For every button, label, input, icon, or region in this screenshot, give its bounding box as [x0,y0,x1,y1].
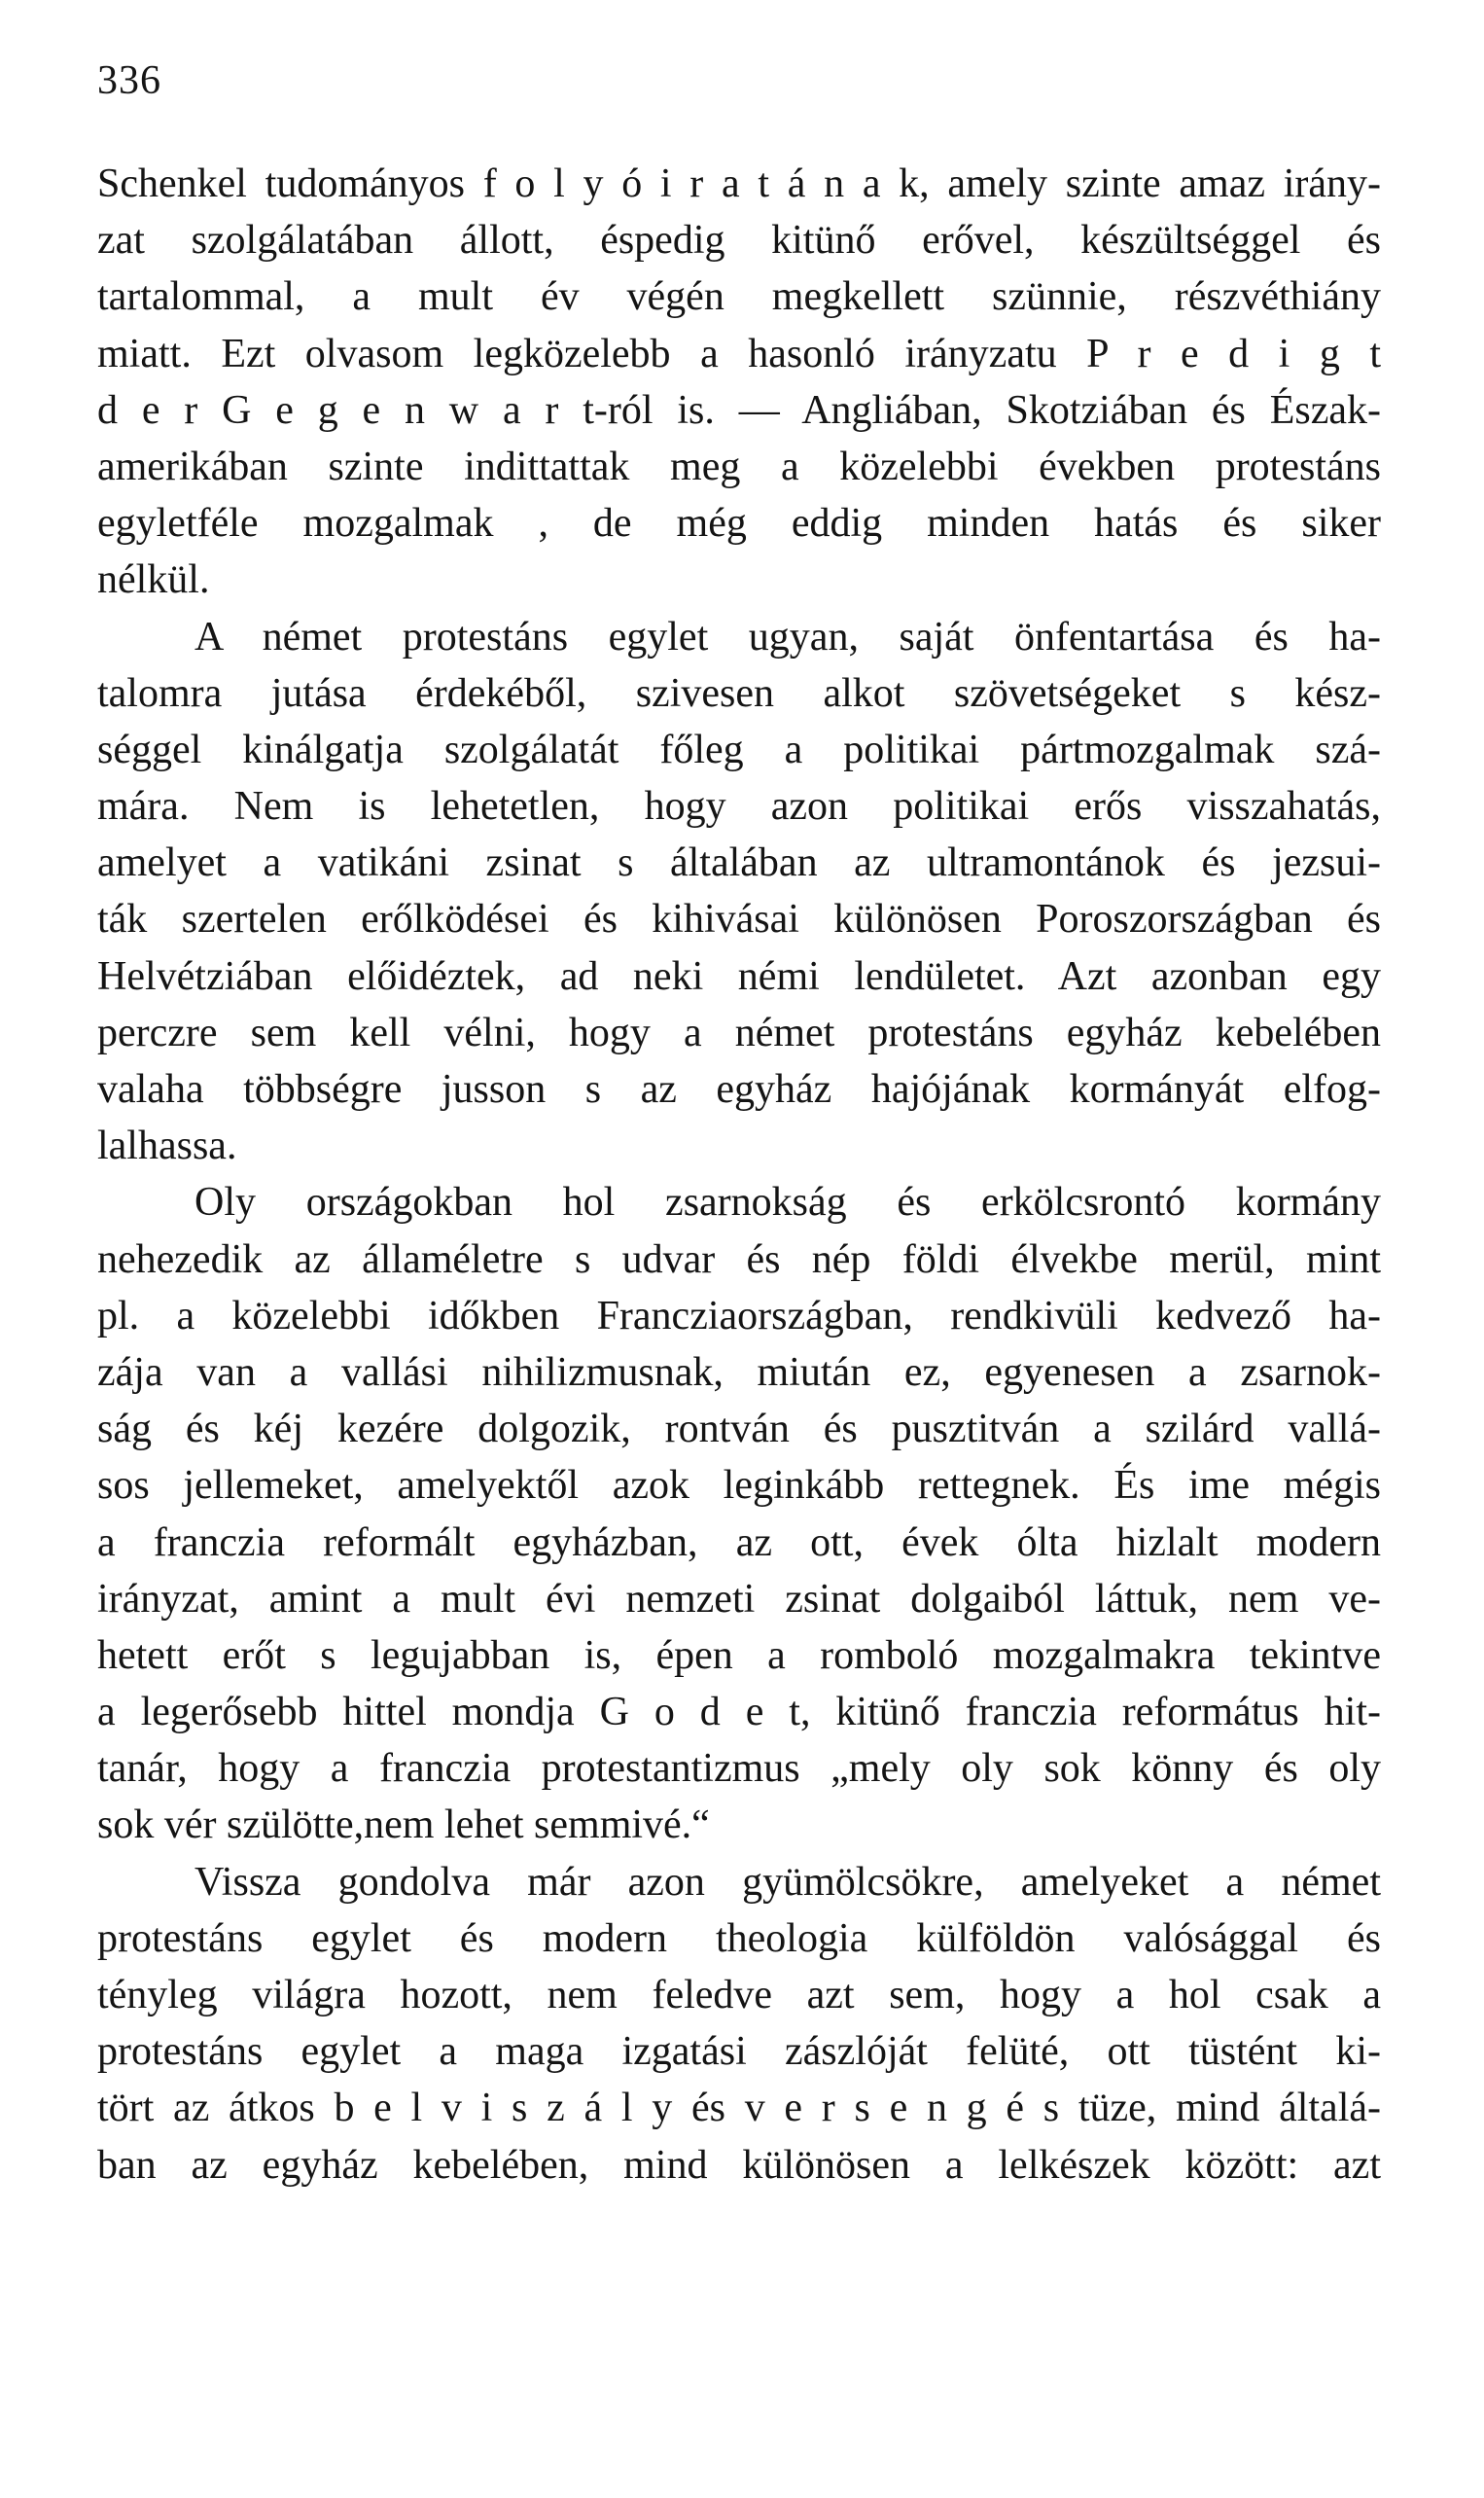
text-line: perczre sem kell vélni, hogy a német protestáns egyház kebelében [97,1010,1381,1055]
text-line: séggel kinálgatja szolgálatát főleg a politikai pártmozgalmak szá- [97,727,1381,772]
text-line: a legerősebb hittel mondja G o d e t, kitünő franczia református hit- [97,1690,1381,1735]
text-line: amelyet a vatikáni zsinat s általában az ultramontánok és jezsui- [97,840,1381,886]
text-line: tört az átkos b e l v i s z á l y és v e r s e n g é s tüze, mind általá- [97,2086,1381,2131]
text-line: ták szertelen erőlködései és kihivásai különösen Poroszországban és [97,897,1381,943]
text-line: Helvétziában előidéztek, ad neki némi lendületet. Azt azonban egy [97,953,1381,999]
text-line: protestáns egylet a maga izgatási zászlóját felüté, ott tüstént ki- [97,2029,1381,2075]
body-text [97,156,1381,2194]
text-line: pl. a közelebbi időkben Francziaországban, rendkivüli kedvező ha- [97,1293,1381,1338]
text-line: nélkül. [97,557,210,603]
text-line: tartalommal, a mult év végén megkellett szünnie, részvéthiány [97,274,1381,320]
text-line: mára. Nem is lehetetlen, hogy azon politikai erős visszahatás, [97,784,1381,830]
text-line: ban az egyház kebelében, mind különösen a lelkészek között: azt [97,2142,1381,2188]
text-line: Vissza gondolva már azon gyümölcsökre, amelyeket a német [194,1859,1381,1905]
text-line: ság és kéj kezére dolgozik, rontván és pusztitván a szilárd vallá- [97,1407,1381,1452]
text-line: Oly országokban hol zsarnokság és erkölcsrontó kormány [194,1180,1381,1226]
text-line: irányzat, amint a mult évi nemzeti zsinat dolgaiból láttuk, nem ve- [97,1576,1381,1622]
text-line: valaha többségre jusson s az egyház hajójának kormányát elfog- [97,1067,1381,1112]
text-line: egyletféle mozgalmak , de még eddig minden hatás és siker [97,501,1381,547]
text-line: A német protestáns egylet ugyan, saját önfentartása és ha- [194,614,1381,660]
text-line: sok vér szülötte,nem lehet semmivé.“ [97,1802,710,1848]
text-line: zája van a vallási nihilizmusnak, miután ez, egyenesen a zsarnok- [97,1349,1381,1395]
text-line: tanár, hogy a franczia protestantizmus „mely oly sok könny és oly [97,1746,1381,1792]
text-line: protestáns egylet és modern theologia külföldön valósággal és [97,1915,1381,1961]
text-line: talomra jutása érdekéből, szivesen alkot szövetségeket s kész- [97,670,1381,716]
text-line: miatt. Ezt olvasom legközelebb a hasonló irányzatu P r e d i g t [97,331,1381,376]
text-line: a franczia reformált egyházban, az ott, évek ólta hizlalt modern [97,1519,1381,1565]
text-line: Schenkel tudományos f o l y ó i r a t á n a k, amely szinte amaz irány- [97,161,1381,206]
text-line: nehezedik az államéletre s udvar és nép földi élvekbe merül, mint [97,1236,1381,1282]
text-line: d e r G e g e n w a r t-ról is. — Angliában, Skotziában és Észak- [97,387,1381,433]
page-number: 336 [97,58,161,103]
text-line: lalhassa. [97,1124,237,1169]
text-line: zat szolgálatában állott, éspedig kitünő erővel, készültséggel és [97,218,1381,264]
text-line: amerikában szinte indittattak meg a közelebbi években protestáns [97,444,1381,489]
text-line: sos jellemeket, amelyektől azok leginkább rettegnek. És ime mégis [97,1463,1381,1509]
text-line: hetett erőt s legujabban is, épen a romboló mozgalmakra tekintve [97,1632,1381,1678]
text-line: tényleg világra hozott, nem feledve azt sem, hogy a hol csak a [97,1973,1381,2017]
